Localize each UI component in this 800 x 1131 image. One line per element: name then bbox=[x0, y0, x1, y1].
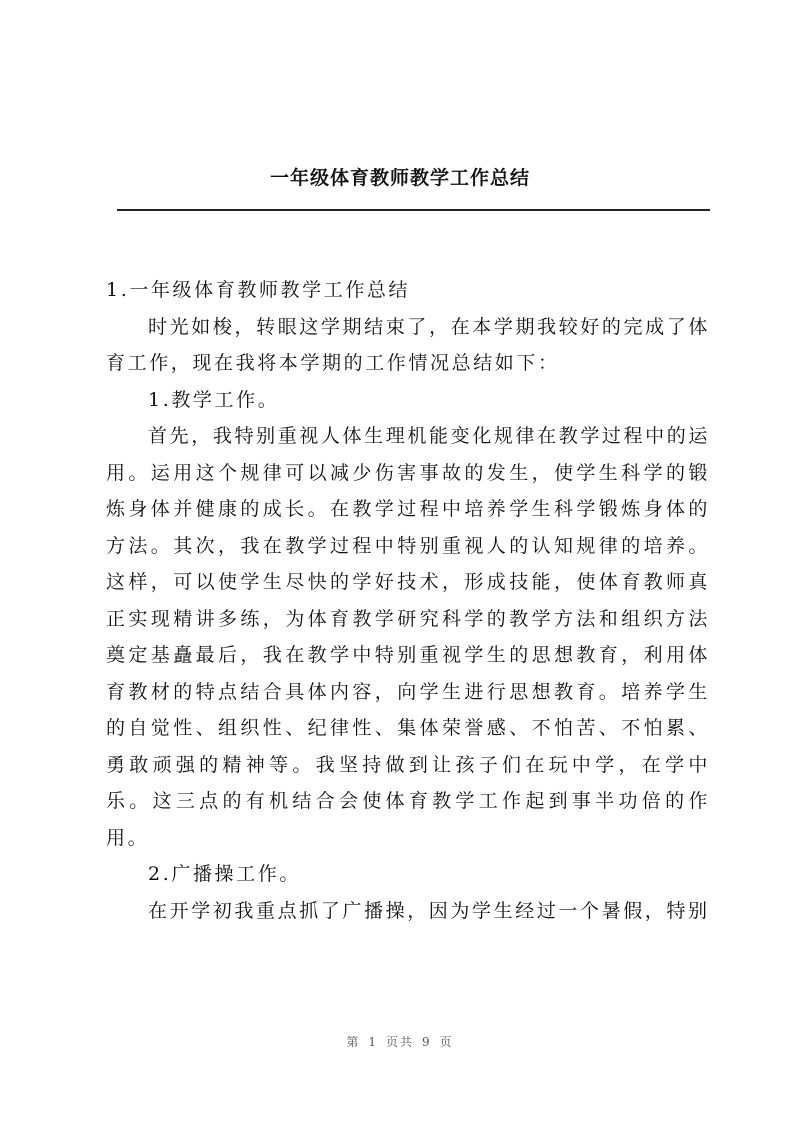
document-title: 一年级体育教师教学工作总结 bbox=[269, 167, 530, 189]
footer-suffix: 页 bbox=[439, 1035, 454, 1049]
footer-middle: 页共 bbox=[385, 1035, 414, 1049]
intro-paragraph: 时光如梭，转眼这学期结束了，在本学期我较好的完成了体育工作，现在我将本学期的工作情况总结如下： bbox=[106, 315, 710, 374]
document-body bbox=[106, 272, 710, 929]
title-divider bbox=[117, 209, 710, 211]
page-footer bbox=[0, 1033, 800, 1050]
section-heading: 1.一年级体育教师教学工作总结 bbox=[106, 279, 411, 301]
footer-page-number: 1 bbox=[368, 1035, 378, 1049]
footer-prefix: 第 bbox=[346, 1035, 361, 1049]
subsection-heading-broadcast: 2.广播操工作。 bbox=[148, 863, 301, 885]
teaching-paragraph: 首先，我特别重视人体生理机能变化规律在教学过程中的运用。运用这个规律可以减少伤害事故的发生，使学生科学的锻炼身体并健康的成长。在教学过程中培养学生科学锻炼身体的方法。其次，我在教学过程中特别重视人的认知规律的培养。这样，可以使学生尽快的学好技术，形成技能，使体育教师真正实现精讲多练，为体育教学研究科学的教学方法和组织方法奠定基矗最后，我在教学中特别重视学生的思想教育，利用体育教材的特点结合具体内容，向学生进行思想教育。培养学生的自觉性、组织性、纪律性、集体荣誉感、不怕苦、不怕累、勇敢顽强的精神等。我坚持做到让孩子们在玩中学，在学中乐。这三点的有机结合会使体育教学工作起到事半功倍的作用。 bbox=[106, 425, 710, 849]
footer-total-pages: 9 bbox=[422, 1035, 432, 1049]
broadcast-paragraph: 在开学初我重点抓了广播操，因为学生经过一个暑假，特别 bbox=[148, 899, 710, 922]
subsection-heading-teaching: 1.教学工作。 bbox=[148, 388, 280, 411]
